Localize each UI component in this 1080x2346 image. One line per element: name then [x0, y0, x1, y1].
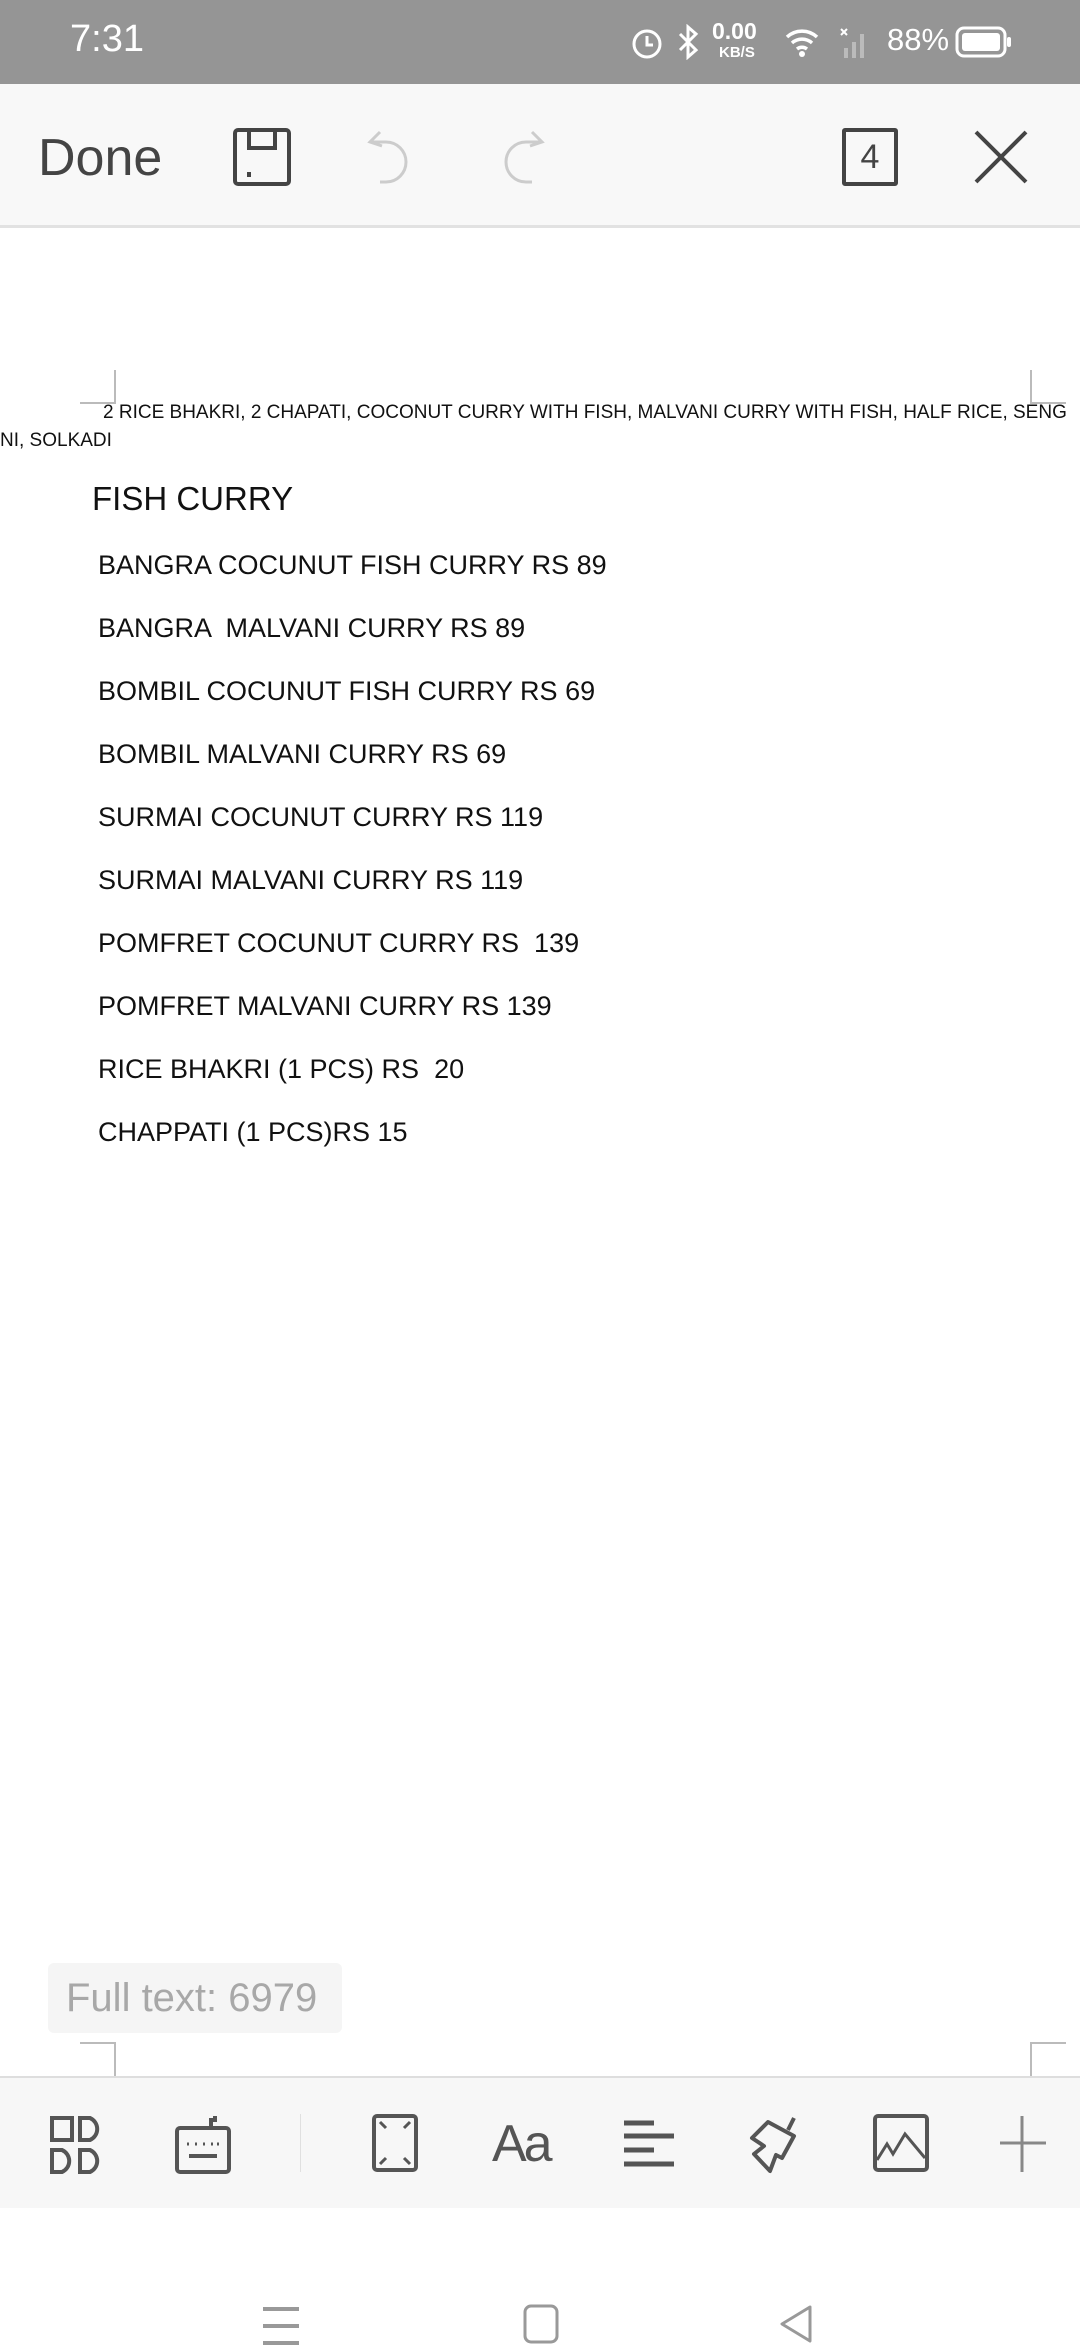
back-icon[interactable]: [778, 2304, 814, 2344]
editor-toolbar: [0, 84, 1080, 228]
menu-item: BANGRA MALVANI CURRY RS 89: [98, 613, 526, 643]
battery-percent: 88%: [887, 22, 950, 57]
page-count-button[interactable]: 4: [842, 128, 898, 186]
paragraph-align-icon[interactable]: [622, 2120, 674, 2168]
menu-item: BOMBIL MALVANI CURRY RS 69: [98, 739, 507, 769]
page-margin-corner: [80, 2042, 116, 2076]
menu-item: RICE BHAKRI (1 PCS) RS 20: [98, 1054, 465, 1084]
menu-item: POMFRET MALVANI CURRY RS 139: [98, 991, 552, 1021]
format-toolbar: [0, 2076, 1080, 2208]
toolbar-divider: [300, 2114, 301, 2172]
menu-item: SURMAI COCUNUT CURRY RS 119: [98, 802, 544, 832]
page-margin-corner: [1030, 370, 1066, 404]
save-icon[interactable]: [233, 128, 291, 186]
status-time: 7:31: [70, 18, 144, 60]
format-painter-icon[interactable]: [748, 2114, 804, 2174]
alarm-icon: [630, 24, 664, 60]
page-margin-corner: [1030, 2042, 1066, 2076]
font-style-icon[interactable]: Aa: [492, 2115, 550, 2173]
add-icon[interactable]: [998, 2114, 1046, 2172]
apps-grid-icon[interactable]: [50, 2116, 106, 2174]
battery-icon: [955, 26, 1013, 58]
close-icon[interactable]: [972, 128, 1030, 186]
redo-icon[interactable]: [496, 128, 546, 186]
undo-icon[interactable]: [366, 128, 416, 186]
insert-image-icon[interactable]: [873, 2114, 929, 2172]
full-text-count-badge: Full text: 6979: [48, 1963, 342, 2033]
system-nav-bar: [0, 2208, 1080, 2340]
done-button[interactable]: Done: [38, 129, 163, 187]
fit-screen-icon[interactable]: [372, 2114, 418, 2172]
menu-item: POMFRET COCUNUT CURRY RS 139: [98, 928, 580, 958]
menu-item: CHAPPATI (1 PCS)RS 15: [98, 1117, 408, 1147]
wifi-icon: [784, 26, 820, 58]
net-speed-value: 0.00: [712, 18, 757, 44]
signal-icon: [838, 26, 874, 58]
bluetooth-icon: [676, 24, 700, 60]
menu-item: SURMAI MALVANI CURRY RS 119: [98, 865, 524, 895]
section-heading: FISH CURRY: [92, 480, 294, 517]
keyboard-icon[interactable]: [175, 2114, 231, 2174]
summary-line: NI, SOLKADI: [0, 430, 112, 451]
recents-menu-icon[interactable]: [263, 2306, 299, 2346]
home-icon[interactable]: [523, 2304, 559, 2344]
page-margin-corner: [80, 370, 116, 404]
summary-line: 2 RICE BHAKRI, 2 CHAPATI, COCONUT CURRY WITH FISH, MALVANI CURRY WITH FISH, HALF RICE, SENG: [103, 402, 1067, 423]
net-speed-unit: KB/S: [719, 44, 755, 61]
menu-item: BANGRA COCUNUT FISH CURRY RS 89: [98, 550, 607, 580]
menu-item: BOMBIL COCUNUT FISH CURRY RS 69: [98, 676, 596, 706]
status-bar: [0, 0, 1080, 84]
